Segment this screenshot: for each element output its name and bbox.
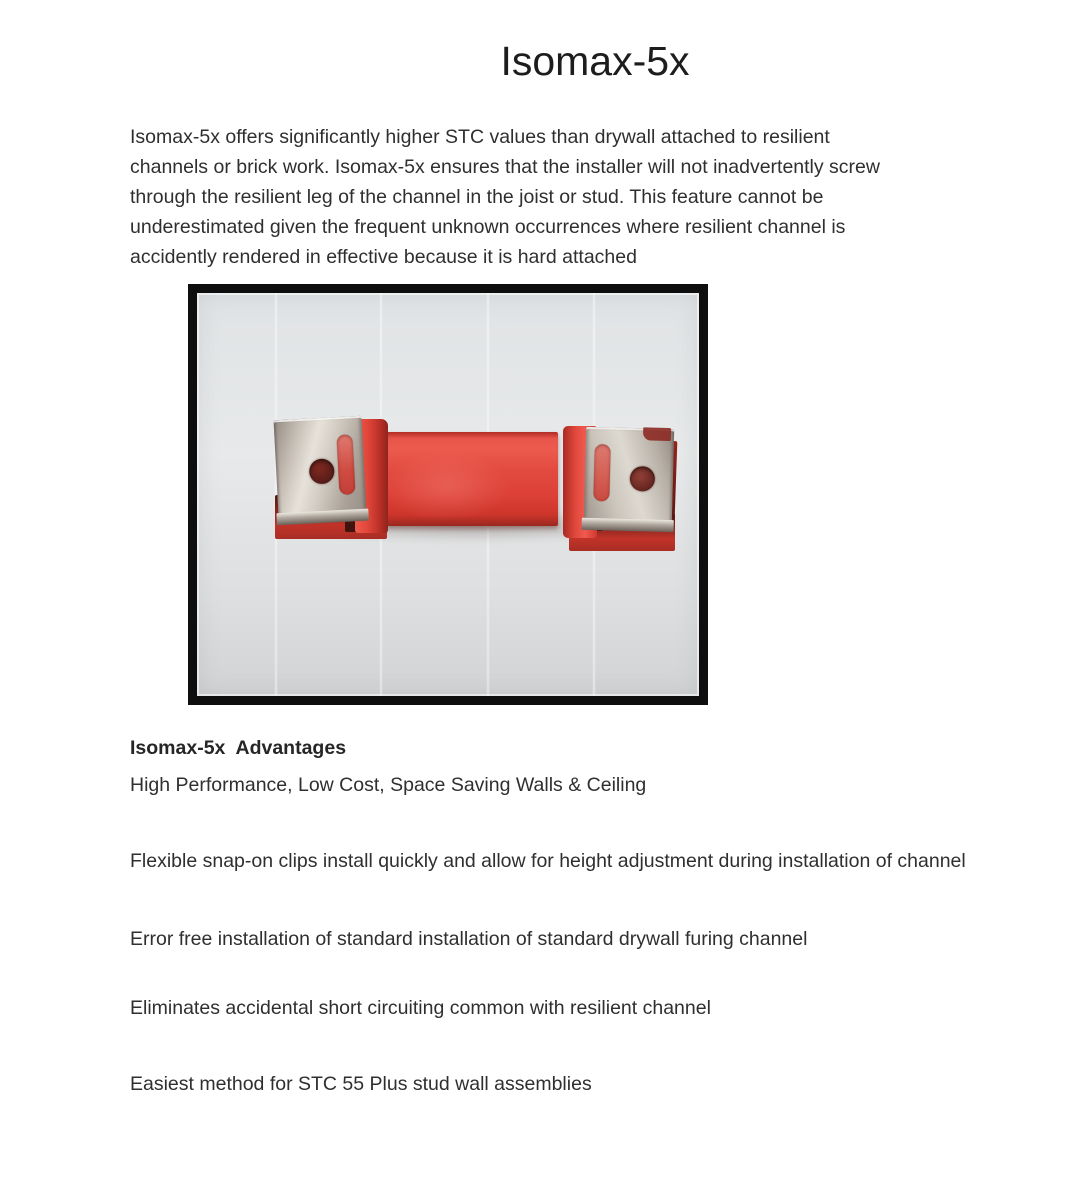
- right-bracket-flange: [582, 518, 674, 532]
- advantage-item: Eliminates accidental short circuiting common with resilient channel: [130, 997, 711, 1019]
- intro-line: underestimated given the frequent unknown occurrences where resilient channel is: [130, 216, 846, 238]
- right-bracket-slot: [593, 444, 610, 501]
- product-photo-frame: [188, 284, 708, 705]
- advantage-item: Easiest method for STC 55 Plus stud wall assemblies: [130, 1073, 592, 1095]
- advantages-subheading: High Performance, Low Cost, Space Saving Walls & Ceiling: [130, 774, 647, 796]
- right-bracket-plate: [584, 427, 674, 523]
- left-bracket-slot: [336, 434, 355, 495]
- rubber-isolator-block: [386, 432, 558, 526]
- advantage-item: Error free installation of standard installation of standard drywall furing channel: [130, 928, 808, 950]
- intro-line: channels or brick work. Isomax-5x ensures that the installer will not inadvertently screw: [130, 156, 880, 178]
- intro-line: Isomax-5x offers significantly higher STC values than drywall attached to resilient: [130, 126, 830, 148]
- product-photo: [197, 293, 699, 696]
- advantage-item: Flexible snap-on clips install quickly and allow for height adjustment during installation of channel: [130, 850, 966, 872]
- advantages-heading: Isomax-5x Advantages: [130, 737, 347, 759]
- intro-line: through the resilient leg of the channel in the joist or stud. This feature cannot be: [130, 186, 824, 208]
- intro-line: accidently rendered in effective because it is hard attached: [130, 246, 637, 268]
- left-bracket-plate: [274, 416, 367, 516]
- page-title: Isomax-5x: [500, 38, 690, 84]
- intro-paragraph: [130, 122, 1070, 272]
- right-bracket-red-mark: [643, 427, 671, 441]
